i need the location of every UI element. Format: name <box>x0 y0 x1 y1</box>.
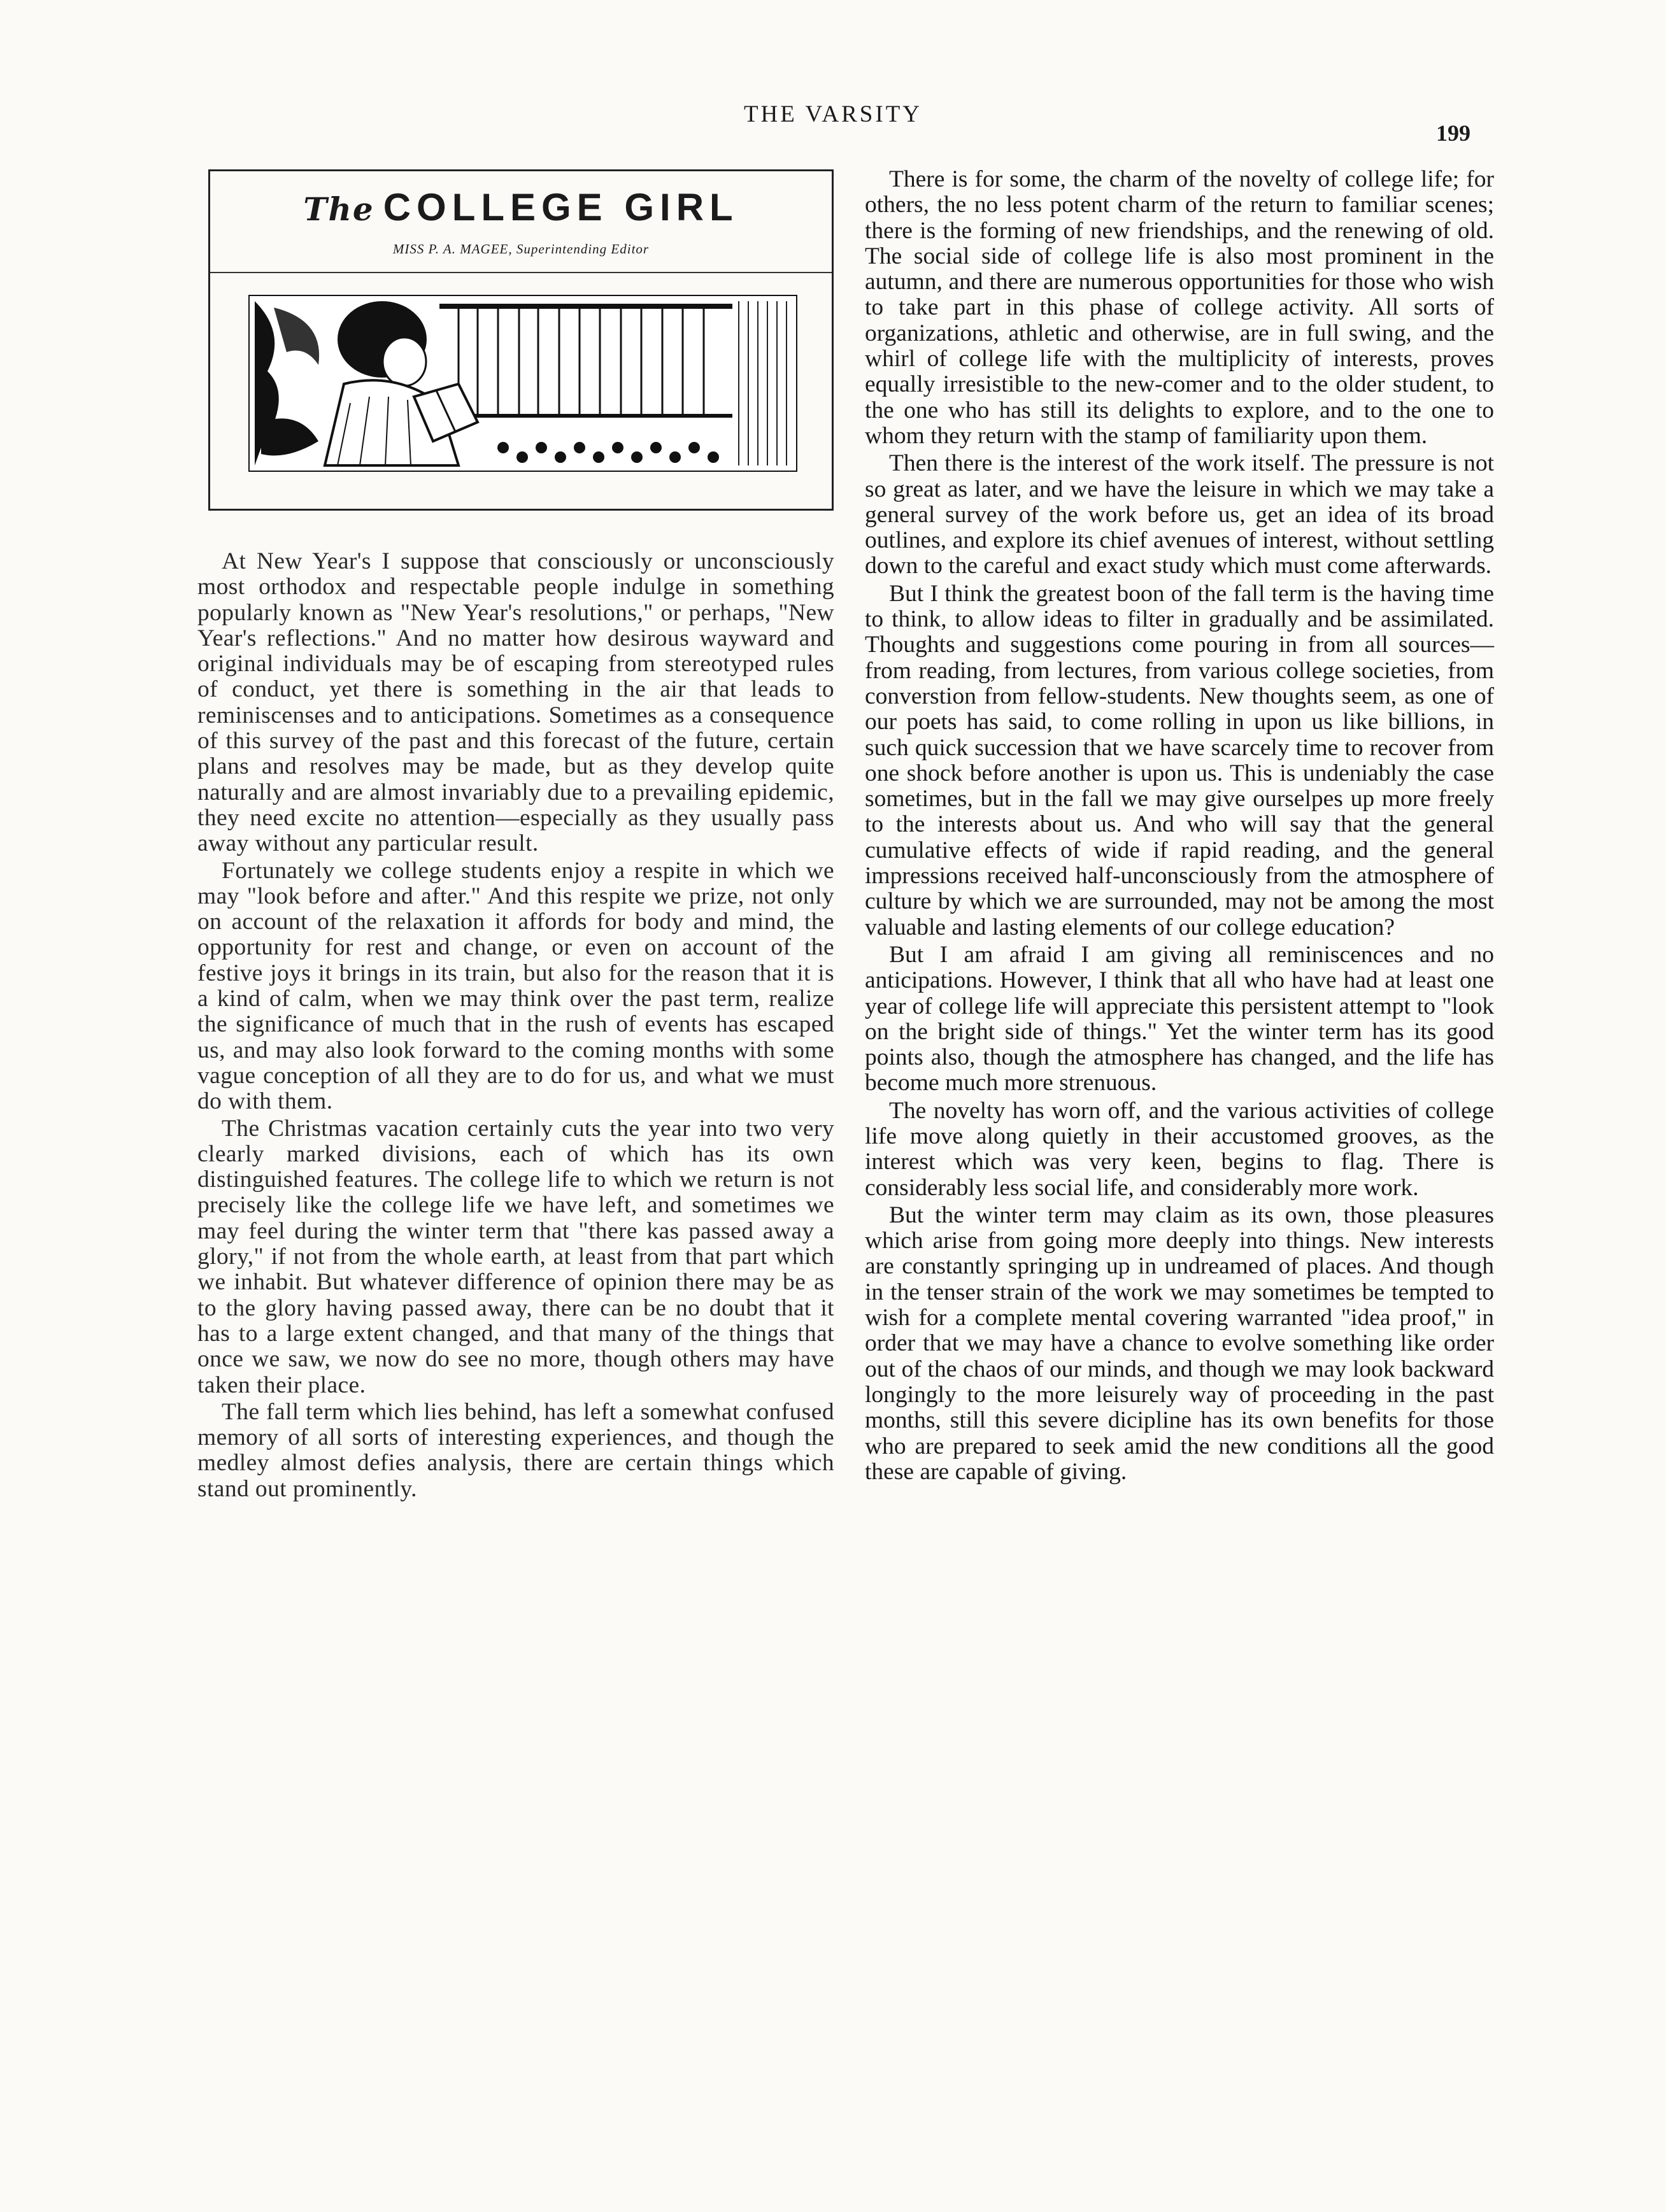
paragraph: At New Year's I suppose that consciously or unconsciously most orthodox and respectable people indulge in something popularly known as "New Year's resolutions," or perhaps, "New Year's reflections." And no matter how desirous wayward and original individuals may be of escaping from stereotyped rules of conduct, yet there is something in the air that leads to reminiscenses and to anticipations. Sometimes as a consequence of this survey of the past and this forecast of the future, certain plans and resolves may be made, but as they develop quite naturally and are almost invariably due to a prevailing epidemic, they need excite no attention—especially as they usually pass away without any particular result. <box>197 548 834 857</box>
paragraph: There is for some, the charm of the novelty of college life; for others, the no less potent charm of the return to familiar scenes; there is the forming of new friendships, and the renewing of old. The social side of college life is also most prominent in the autumn, and there are numerous opportunities for those who wish to take part in this phase of college activity. All sorts of organizations, athletic and otherwise, are in full swing, and the whirl of college life with the multiplicity of interests, proves equally irresistible to the new-comer and to the older student, to the one who has still its delights to explore, and to the one to whom they return with the stamp of familiarity upon them. <box>865 166 1494 449</box>
paragraph: The fall term which lies behind, has left a somewhat confused memory of all sorts of interesting experiences, and though the medley almost defies analysis, there are certain things which stand out prominently. <box>197 1398 834 1502</box>
paragraph: But the winter term may claim as its own, those pleasures which arise from going more deeply into things. New interests are constantly springing up in undreamed of places. And though in the tenser strain of the work we may sometimes be tempted to wish for a complete mental covering warranted "idea proof," in order that we may have a chance to evolve something like order out of the chaos of our minds, and though we may look backward longingly to the more leisurely way of proceeding in the past months, still this severe dicipline has its own benefits for those who are prepared to seek amid the new conditions all the good these are capable of giving. <box>865 1202 1494 1485</box>
paragraph: But I am afraid I am giving all reminiscences and no anticipations. However, I think that all who have had at least one year of college life will appreciate this persistent attempt to "look on the bright side of things." Yet the winter term has its good points also, though the atmosphere has changed, and the life has become much more strenuous. <box>865 941 1494 1096</box>
page-number: 199 <box>1436 120 1470 146</box>
paragraph: Fortunately we college students enjoy a respite in which we may "look before and after." And this respite we prize, not only on account of the relaxation it affords for body and mind, the opportunity for rest and change, or even on account of the festive joys it brings in its train, but also for the reason that it is a kind of calm, when we may think over the past term, realize the significance of much that in the rush of events has escaped us, and may also look forward to the coming months with some vague conception of all they are to do for us, and what we must do with them. <box>197 857 834 1115</box>
paragraph: But I think the greatest boon of the fall term is the having time to think, to allow ideas to filter in gradually and be assimilated. Thoughts and suggestions come pouring in from all sources—from reading, from lectures, from various college societies, from converstion from fellow-students. New thoughts seem, as one of our poets has said, to come rolling in upon us like billions, in such quick succession that we have scarcely time to recover from one shock before another is upon us. This is undeniably the case sometimes, but in the fall we may give ourselpes up more freely to the interests about us. And who will say that the general cumulative effects of wide if rapid reading, and the general impressions received half-unconsciously from the atmosphere of culture by which we are surrounded, may not be among the most valuable and lasting elements of our college education? <box>865 580 1494 940</box>
paragraph: Then there is the interest of the work itself. The pressure is not so great as later, and we have the leisure in which we may take a general survey of the work before us, get an idea of its broad outlines, and explore its chief avenues of interest, without settling down to the careful and exact study which must come afterwards. <box>865 450 1494 579</box>
section-title <box>210 185 832 229</box>
paragraph: The Christmas vacation certainly cuts the year into two very clearly marked divisions, each of which has its own distinguished features. The college life to which we return is not precisely like the college life we have left, and sometimes we may feel during the winter term that "there kas passed away a glory," if not from the whole earth, at least from that part which we inhabit. But whatever difference of opinion there may be as to the glory having passed away, there can be no doubt that it has to a large extent changed, and that many of the things that once we saw, we now do see no more, though others may have taken their place. <box>197 1115 834 1398</box>
left-column-text <box>197 549 834 1503</box>
woman-reading-book-illustration-icon <box>248 295 797 472</box>
section-title-prefix: The <box>303 190 374 228</box>
paragraph: The novelty has worn off, and the various activities of college life move along quietly in their accustomed grooves, as the interest which was very keen, begins to flag. There is considerably less social life, and considerably more work. <box>865 1097 1494 1201</box>
section-header-box <box>208 169 834 511</box>
editor-line: MISS P. A. MAGEE, Superintending Editor <box>392 241 650 257</box>
header-divider <box>210 272 832 273</box>
section-title-main: COLLEGE GIRL <box>383 186 739 229</box>
right-column-text <box>865 167 1494 1487</box>
running-head: THE VARSITY <box>743 101 923 127</box>
